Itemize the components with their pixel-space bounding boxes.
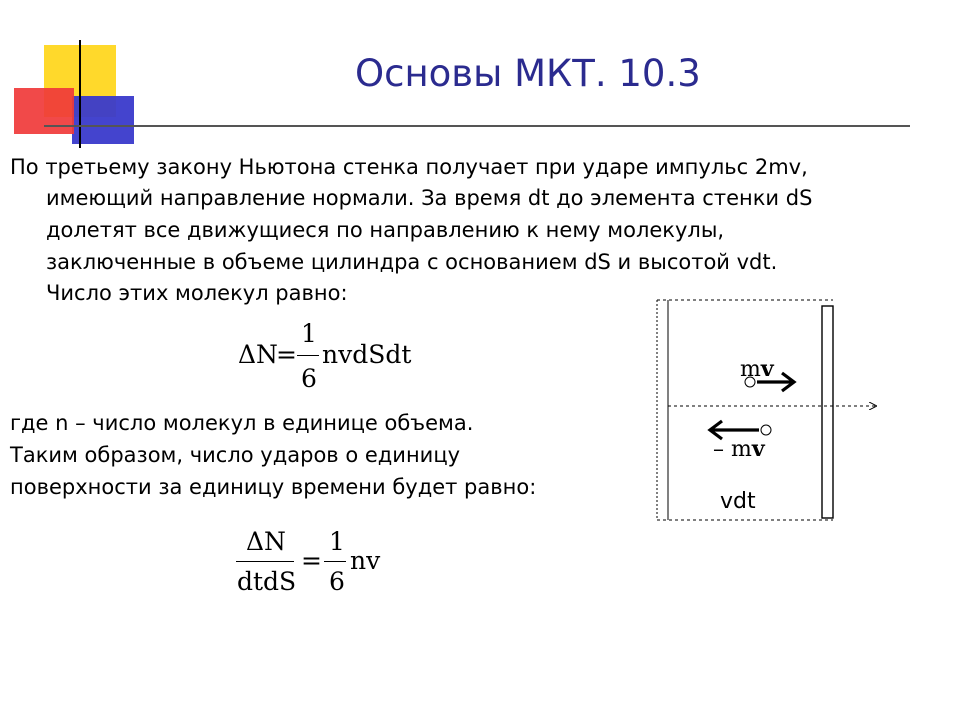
decor-vertical-line bbox=[79, 40, 81, 148]
label-negative-mv bbox=[713, 436, 765, 462]
label-mv-v: v bbox=[760, 356, 774, 382]
label-mv bbox=[740, 356, 774, 382]
cylinder-diagram bbox=[640, 290, 890, 530]
slide-title: Основы МКТ. 10.3 bbox=[355, 52, 701, 95]
paragraph-1-line-4: заключенные в объеме цилиндра с основанием dS и высотой vdt. bbox=[46, 250, 778, 274]
label-vdt: vdt bbox=[720, 489, 756, 514]
formula-1-lhs: ΔN bbox=[238, 340, 278, 369]
paragraph-1-line-5: Число этих молекул равно: bbox=[46, 281, 348, 305]
formula-1-numerator: 1 bbox=[301, 319, 317, 348]
label-neg-minus: – bbox=[713, 437, 724, 462]
formula-2-denominator: 6 bbox=[329, 567, 345, 596]
formula-1-denominator: 6 bbox=[301, 364, 317, 393]
decor-blue-square bbox=[72, 96, 134, 144]
formula-1-rhs: nvdSdt bbox=[322, 340, 412, 369]
paragraph-1-line-1: По третьему закону Ньютона стенка получает при ударе импульс 2mv, bbox=[10, 155, 808, 179]
formula-2-rhs: nv bbox=[350, 546, 381, 575]
formula-2-lhs-numerator: ΔN bbox=[246, 527, 286, 556]
decor-red-square bbox=[14, 88, 74, 134]
formula-2-fraction-bar bbox=[324, 561, 346, 562]
formula-1-equals: = bbox=[276, 340, 297, 369]
formula-1-fraction-bar bbox=[297, 355, 319, 356]
paragraph-2-line-2: Таким образом, число ударов о единицу bbox=[10, 443, 461, 467]
formula-2-numerator: 1 bbox=[329, 527, 345, 556]
formula-2-lhs-denominator: dtdS bbox=[237, 567, 297, 596]
label-mv-m: m bbox=[740, 357, 761, 382]
cylinder-outline bbox=[657, 300, 833, 520]
paragraph-1-line-2: имеющий направление нормали. За время dt до элемента стенки dS bbox=[46, 186, 813, 210]
paragraph-2-line-3: поверхности за единицу времени будет равно: bbox=[10, 475, 537, 499]
wall-element bbox=[822, 306, 833, 518]
label-neg-v: v bbox=[751, 436, 765, 462]
paragraph-2-line-1: где n – число молекул в единице объема. bbox=[10, 411, 474, 435]
paragraph-1-line-3: долетят все движущиеся по направлению к нему молекулы, bbox=[46, 218, 725, 242]
formula-2-lhs-fraction-bar bbox=[236, 561, 294, 562]
formula-2-equals: = bbox=[301, 546, 322, 575]
title-rule bbox=[44, 125, 910, 127]
label-neg-m: m bbox=[731, 437, 752, 462]
